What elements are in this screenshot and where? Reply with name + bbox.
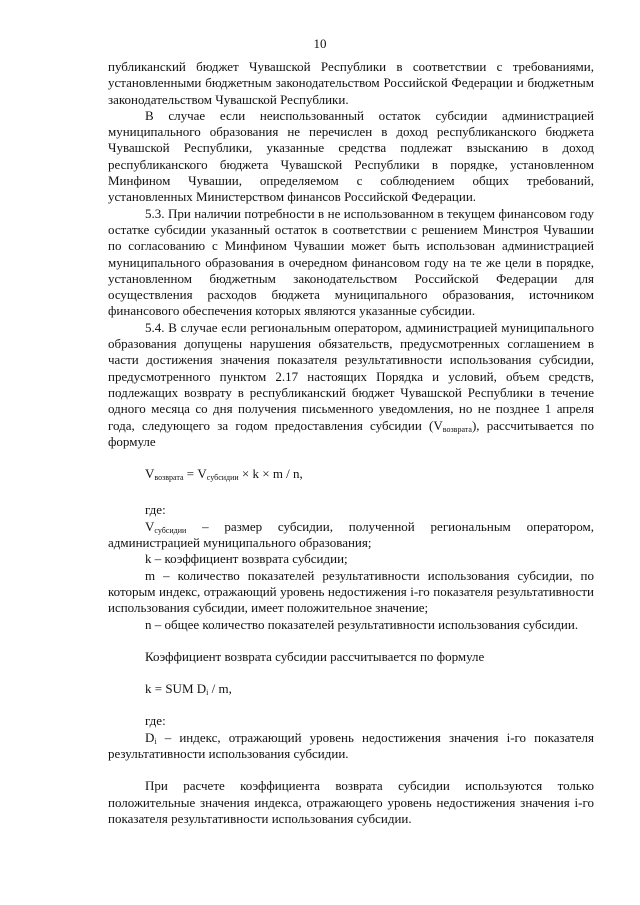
definition-k: k – коэффициент возврата субсидии; bbox=[145, 551, 348, 567]
formula-return-volume: $V_{возврата} = V_{субсидии} \times k \times m / n$, bbox=[145, 466, 303, 483]
definition-d: $D_i$ – индекс, отражающий уровень недостижения значения i-го показателя результативности использования субсидии. bbox=[108, 729, 594, 761]
formula-k-intro: Коэффициент возврата субсидии рассчитывается по формуле bbox=[145, 648, 485, 664]
paragraph-5-4 bbox=[108, 320, 594, 450]
formula-k: k = SUM $D_i$ / m, bbox=[145, 681, 232, 698]
definition-v-subsidy: $V_{субсидии}$ – размер субсидии, полученной региональным оператором, администрацией муниципального образования; bbox=[108, 518, 594, 551]
where-label-2: где: bbox=[145, 713, 166, 729]
definition-n: n – общее количество показателей результативности использования субсидии. bbox=[145, 616, 579, 632]
paragraph-unspent-balance: В случае если неиспользованный остаток субсидии администрацией муниципального образования не перечислен в доход республиканского бюджета Чувашской Республики, указанные средства подлежат взысканию в доход республиканского бюджета Чувашской Республики в порядке, установленном Минфином Чувашии, определяемом с соблюдением общих требований, установленных Министерством финансов Российской Федерации. bbox=[108, 107, 594, 205]
paragraph-5-4-end: ), рассчитывается по формуле bbox=[108, 417, 594, 449]
paragraph-5-4-text: 5.4. В случае если региональным оператором, администрацией муниципального образования допущены нарушения обязательств, предусмотренных соглашением в части достижения значения показателя результативности использования субсидии, предусмотренного пунктом 2.17 настоящих Порядка и условий, объем средств, подлежащих возврату в республиканский бюджет Чувашской Республики в течение одного месяца со дня получения письменного уведомления, но не позднее 1 апреля года, следующего за годом предоставления субсидии (V bbox=[108, 319, 594, 433]
paragraph-5-3: 5.3. При наличии потребности в не использованном в текущем финансовом году остатке субсидии указанный остаток в соответствии с решением Минстроя Чувашии по согласованию с Минфином Чувашии может быть использован администрацией муниципального образования в очередном финансовом году на те же цели в порядке, установленном бюджетным законодательством Российской Федерации для осуществления расходов бюджета муниципального образования, источником финансового обеспечения которых являются указанные субсидии. bbox=[108, 205, 594, 319]
where-label: где: bbox=[145, 502, 166, 518]
page-number: 10 bbox=[313, 36, 327, 51]
definition-m: m – количество показателей результативности использования субсидии, по которым индекс, отражающий уровень недостижения i-го показателя результативности использования субсидии, имеет положительное значение; bbox=[108, 567, 594, 616]
paragraph-continuation: публиканский бюджет Чувашской Республики в соответствии с требованиями, установленными бюджетным законодательством Российской Федерации и бюджетным законодательством Чувашской Республики. bbox=[108, 59, 594, 107]
document-body bbox=[108, 59, 594, 827]
paragraph-closing: При расчете коэффициента возврата субсидии используются только положительные значения индекса, отражающего уровень недостижения значения i-го показателя результативности использования субсидии. bbox=[108, 778, 594, 826]
subscript-return: возврата bbox=[442, 424, 472, 434]
